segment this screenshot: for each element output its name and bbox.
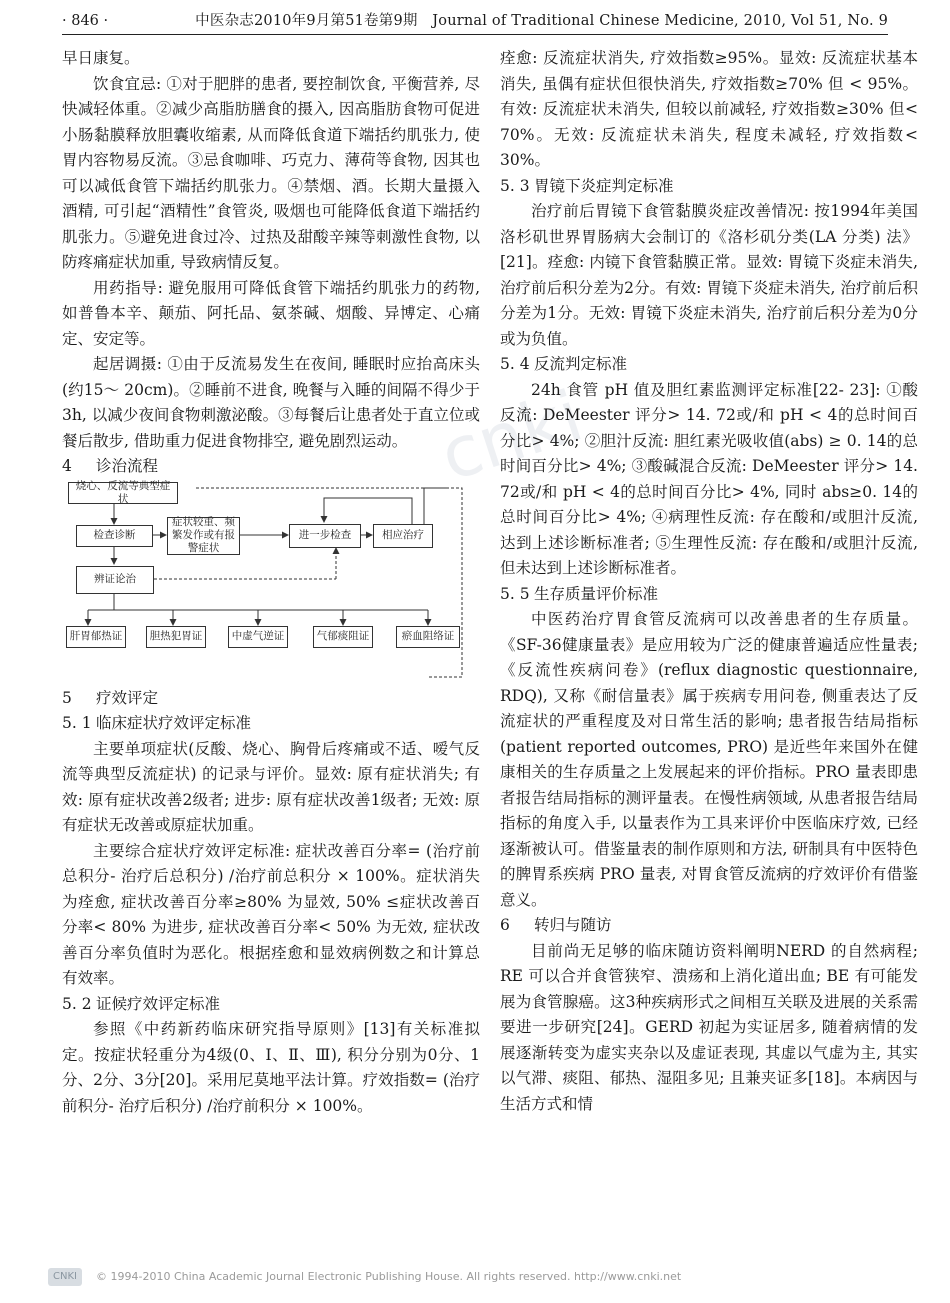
paragraph-reflux: 24h 食管 pH 值及胆红素监测评定标准[22- 23]: ①酸反流: DeMeester 评分> 14. 72或/和 pH < 4的总时间百分比> 4%; ②胆汁反流: 胆红素光吸收值(abs) ≥ 0. 14的总时间百分比> 4%; ③酸碱混合反流: DeMeester 评分> 14. 72或/和 pH < 4的总时间百分比> 4%, 同时 abs≥0. 14的总时间百分比> 4%; ④病理性反流: 存在酸和/或胆汁反流, 达到上述诊断标准者; ⑤生理性反流: 存在酸和/或胆汁反流, 但未达到上述诊断标准者。 <box>500 380 918 577</box>
paragraph-single-symptom: 主要单项症状(反酸、烧心、胸骨后疼痛或不适、嗳气反流等典型反流症状) 的记录与评价。显效: 原有症状消失; 有效: 原有症状改善2级者; 进步: 原有症状改善1级者; 无效: 原有症状无改善或原症状加重。 <box>62 739 480 834</box>
flow-type-box: 肝胃郁热证 <box>66 626 126 648</box>
paragraph-lifestyle: 起居调摄: ①由于反流易发生在夜间, 睡眠时应抬高床头(约15～ 20cm)。②睡前不进食, 晚餐与入睡的间隔不得少于3h, 以减少夜间食物刺激泌酸。③每餐后让患者处于直立位或餐后散步, 借助重力促进食物排空, 避免剧烈运动。 <box>62 355 480 450</box>
section-heading-4: 4 诊治流程 <box>62 457 159 475</box>
paragraph-combined-symptom: 主要综合症状疗效评定标准: 症状改善百分率= (治疗前总积分- 治疗后总积分) /治疗前总积分 × 100%。症状消失为痊愈, 症状改善百分率≥80% 为显效, 50% ≤症状改善百分率< 80% 为进步, 症状改善百分率< 50% 为无效, 症状改善百分率负值时为恶化。根据痊愈和显效病例数之和计算总有效率。 <box>62 841 480 987</box>
section-heading-5: 5 疗效评定 <box>62 688 159 707</box>
flow-further-box: 进一步检查 <box>289 524 361 548</box>
paragraph: 早日康复。 <box>62 49 140 67</box>
section-heading-6: 6 转归与随访 <box>500 916 612 934</box>
flow-type-box: 气郁痰阻证 <box>313 626 373 648</box>
cnki-logo: CNKI <box>48 1268 82 1286</box>
flow-diff-box: 辨证论治 <box>76 566 154 594</box>
section-heading-5-2: 5. 2 证候疗效评定标准 <box>62 994 221 1013</box>
page-number: · 846 · <box>62 13 109 29</box>
paragraph-quality-of-life: 中医药治疗胃食管反流病可以改善患者的生存质量。《SF-36健康量表》是应用较为广泛的健康普遍适应性量表;《反流性疾病问卷》(reflux diagnostic questionnaire, RDQ), 又称《耐信量表》属于疾病专用问卷, 侧重表达了反流症状的严重程度及对日常生活的影响; 患者报告结局指标 (patient reported outcomes, PRO) 是近些年来国外在健康相关的生存质量之上发展起来的评价指标。PRO 量表即患者报告结局指标的测评量表。在慢性病领域, 从患者报告结局指标的角度入手, 以量表作为工具来评价中医临床疗效, 已经逐渐被认可。借鉴量表的制作原则和方法, 研制具有中医特色的脾胃系疾病 PRO 量表, 对胃食管反流病的疗效评价有借鉴意义。 <box>500 610 918 909</box>
paragraph-prognosis: 目前尚无足够的临床随访资料阐明NERD 的自然病程; RE 可以合并食管狭窄、溃疡和上消化道出血; BE 有可能发展为食管腺癌。这3种疾病形式之间相互关联及进展的关系需要进一步研究[24]。GERD 初起为实证居多, 随着病情的发展逐渐转变为虚实夹杂以及虚证表现, 其虚以气虚为主, 其实以气滞、痰阻、郁热、湿阻多见; 且兼夹证多[18]。本病因与生活方式和情 <box>500 941 918 1113</box>
flow-treat-box: 相应治疗 <box>373 524 433 548</box>
flow-start-box: 烧心、反流等典型症状 <box>68 482 178 504</box>
paragraph-endoscopy: 治疗前后胃镜下食管黏膜炎症改善情况: 按1994年美国洛杉矶世界胃肠病大会制订的《洛杉矶分类(LA 分类) 法》[21]。痊愈: 内镜下食管黏膜正常。显效: 胃镜下炎症未消失, 治疗前后积分差为2分。有效: 胃镜下炎症未消失, 治疗前后积分差为1分。无效: 胃镜下炎症未消失, 治疗前后积分差为0分或为负值。 <box>500 202 918 348</box>
journal-line: 中医杂志2010年9月第51卷第9期 Journal of Traditional Chinese Medicine, 2010, Vol 51, No. 9 <box>195 13 888 29</box>
paragraph-diet: 饮食宜忌: ①对于肥胖的患者, 要控制饮食, 平衡营养, 尽快减轻体重。②减少高脂肪膳食的摄入, 因高脂肪食物可促进小肠黏膜释放胆囊收缩素, 从而降低食道下端括约肌张力, 使胃内容物易反流。③忌食咖啡、巧克力、薄荷等食物, 因其也可以减低食管下端括约肌张力。④禁烟、酒。长期大量摄入酒精, 可引起“酒精性”食管炎, 吸烟也可能降低食道下端括约肌张力。⑤避免进食过冷、过热及甜酸辛辣等刺激性食物, 以防疼痛症状加重, 导致病情反复。 <box>62 74 480 271</box>
paragraph-syndrome: 参照《中药新药临床研究指导原则》[13]有关标准拟定。按症状轻重分为4级(0、Ⅰ、Ⅱ、Ⅲ), 积分分别为0分、1分、2分、3分[20]。采用尼莫地平法计算。疗效指数= (治疗前积分- 治疗后积分) /治疗前积分 × 100%。 <box>62 1020 480 1115</box>
paragraph-efficacy: 痊愈: 反流症状消失, 疗效指数≥95%。显效: 反流症状基本消失, 虽偶有症状但很快消失, 疗效指数≥70% 但 < 95%。有效: 反流症状未消失, 但较以前减轻, 疗效指数≥30% 但< 70%。无效: 反流症状未消失, 程度未减轻, 疗效指数< 30%。 <box>500 49 918 169</box>
right-column <box>500 46 918 1117</box>
flowchart <box>66 479 466 682</box>
watermark: cnki <box>430 374 593 498</box>
flow-check-box: 检查诊断 <box>76 525 153 547</box>
section-heading-5-3: 5. 3 胃镜下炎症判定标准 <box>500 176 674 195</box>
page-header <box>62 8 888 35</box>
paragraph-medication: 用药指导: 避免服用可降低食管下端括约肌张力的药物, 如普鲁本辛、颠茄、阿托品、氨茶碱、烟酸、异博定、心痛定、安定等。 <box>62 278 480 348</box>
left-column <box>62 46 480 1119</box>
flow-type-box: 中虚气逆证 <box>228 626 288 648</box>
page-footer <box>0 1262 950 1292</box>
copyright-text: © 1994-2010 China Academic Journal Electronic Publishing House. All rights reserved. http://www.cnki.net <box>96 1270 682 1283</box>
flow-type-box: 瘀血阻络证 <box>396 626 460 648</box>
section-heading-5-1: 5. 1 临床症状疗效评定标准 <box>62 714 252 732</box>
flow-alarm-box: 症状较重、频繁发作或有报警症状 <box>167 517 240 555</box>
section-heading-5-5: 5. 5 生存质量评价标准 <box>500 584 659 603</box>
flow-type-box: 胆热犯胃证 <box>146 626 206 648</box>
section-heading-5-4: 5. 4 反流判定标准 <box>500 355 628 373</box>
